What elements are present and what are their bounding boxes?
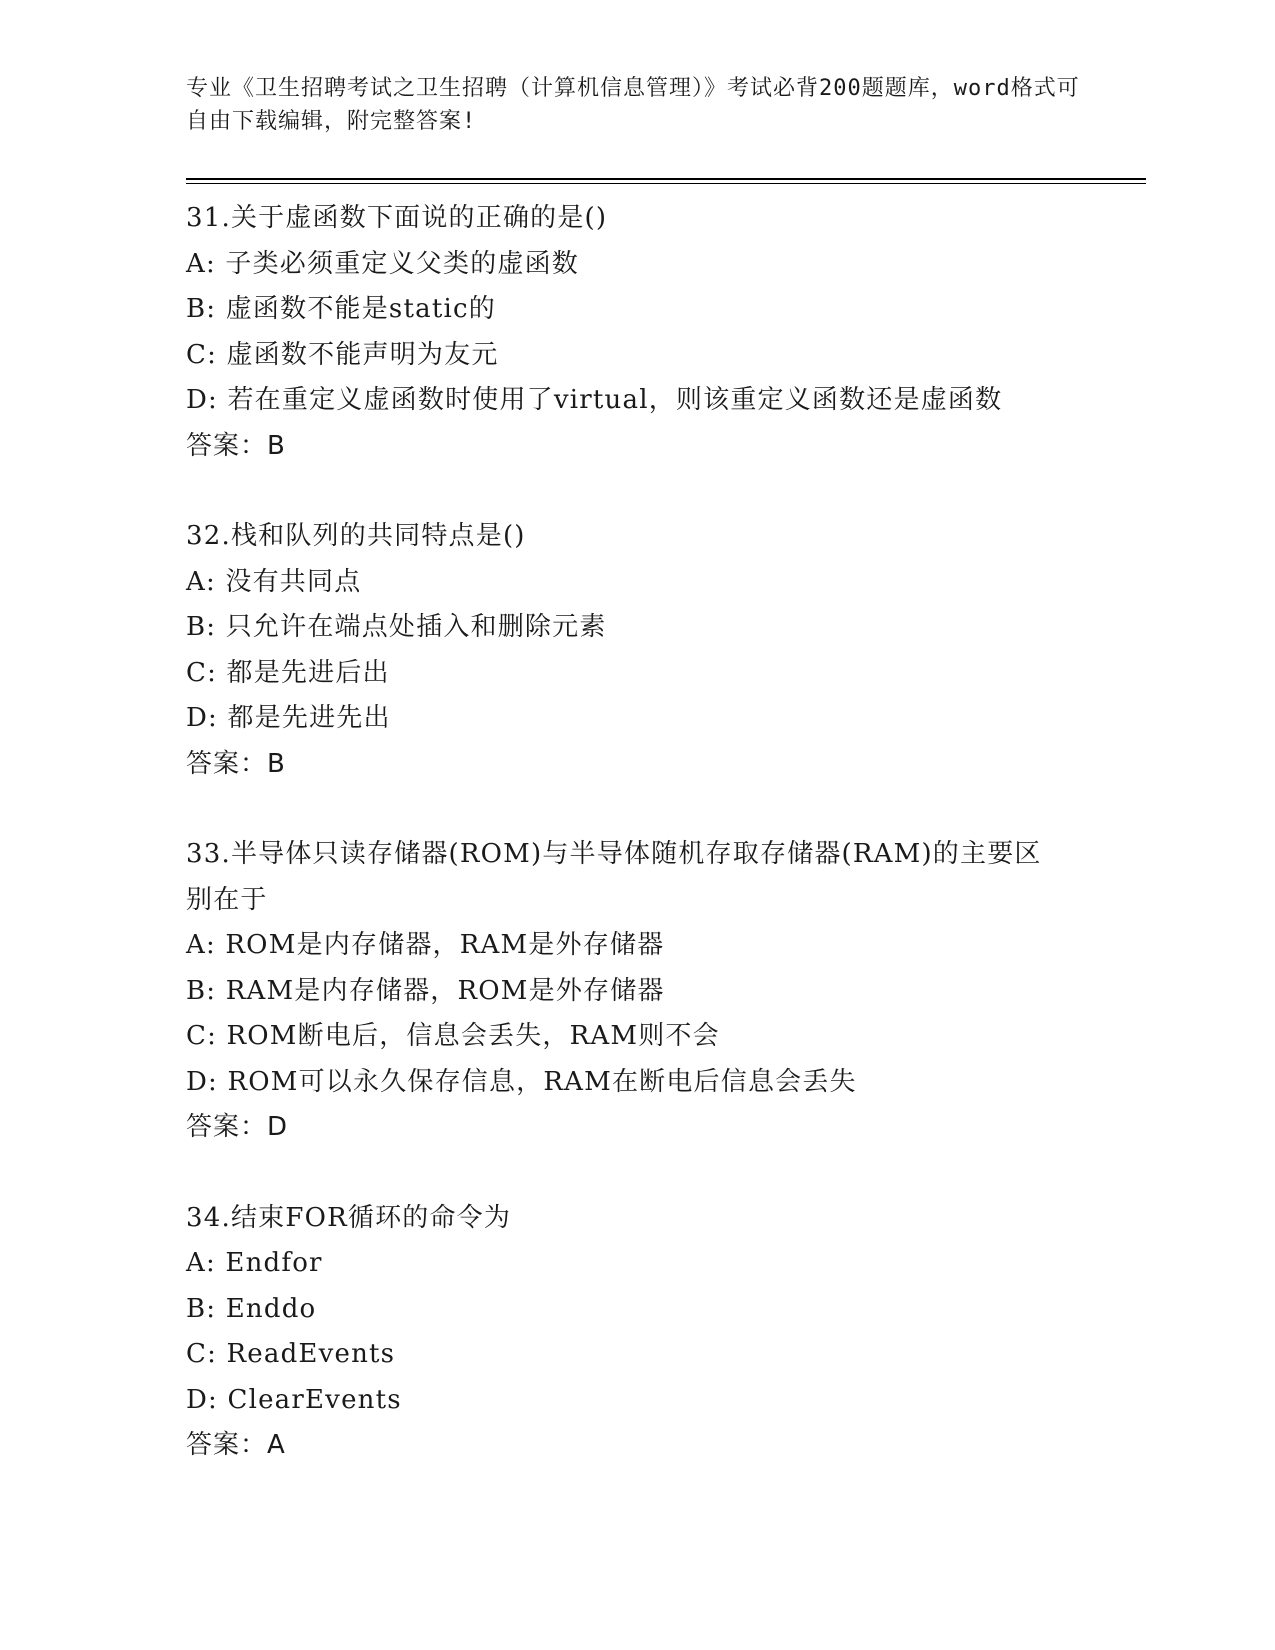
question-stem: 33.半导体只读存储器(ROM)与半导体随机存取存储器(RAM)的主要区别在于: [186, 839, 1042, 915]
option-d: D: 若在重定义虚函数时使用了virtual，则该重定义函数还是虚函数: [186, 385, 1003, 415]
divider-thin: [186, 183, 1146, 184]
answer-text: 答案：A: [186, 1430, 286, 1460]
option-d: D: ClearEvents: [186, 1384, 402, 1415]
option-c: C: 虚函数不能声明为友元: [186, 339, 499, 370]
option-d: D: 都是先进先出: [186, 703, 391, 733]
option-b: B: RAM是内存储器，ROM是外存储器: [186, 975, 665, 1006]
option-a: A: ROM是内存储器，RAM是外存储器: [186, 930, 665, 960]
document-page: [186, 72, 1146, 1514]
header-divider: [186, 178, 1146, 184]
question-33: [186, 832, 1146, 1151]
question-list: [186, 196, 1146, 1469]
option-a: A: 没有共同点: [186, 566, 362, 597]
answer-text: 答案：B: [186, 430, 286, 461]
option-b: B: Enddo: [186, 1293, 317, 1324]
question-stem: 34.结束FOR循环的命令为: [186, 1202, 512, 1233]
option-c: C: 都是先进后出: [186, 657, 390, 688]
option-b: B: 虚函数不能是static的: [186, 294, 496, 324]
question-stem: 31.关于虚函数下面说的正确的是(): [186, 203, 608, 233]
answer-text: 答案：D: [186, 1112, 289, 1142]
question-stem: 32.栈和队列的共同特点是(): [186, 521, 526, 551]
option-a: A: Endfor: [186, 1248, 323, 1278]
question-32: [186, 514, 1146, 787]
option-c: C: ROM断电后，信息会丢失，RAM则不会: [186, 1021, 720, 1051]
question-31: [186, 196, 1146, 469]
answer-text: 答案：B: [186, 748, 286, 779]
option-d: D: ROM可以永久保存信息，RAM在断电后信息会丢失: [186, 1066, 857, 1097]
option-a: A: 子类必须重定义父类的虚函数: [186, 248, 580, 279]
option-b: B: 只允许在端点处插入和删除元素: [186, 612, 607, 642]
document-intro: 专业《卫生招聘考试之卫生招聘（计算机信息管理）》考试必背200题题库，word格式可自由下载编辑，附完整答案!: [186, 76, 1080, 134]
question-34: [186, 1196, 1146, 1469]
option-c: C: ReadEvents: [186, 1339, 396, 1369]
divider-thick: [186, 178, 1146, 180]
